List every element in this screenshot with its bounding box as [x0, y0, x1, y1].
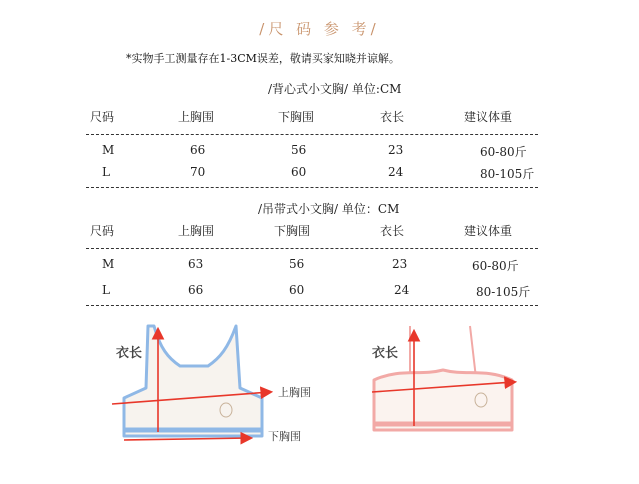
table-row: [86, 163, 538, 185]
page-title: /尺 码 参 考/: [259, 20, 380, 38]
garment-illustrations: [0, 318, 639, 478]
col-size: 尺码: [90, 110, 115, 124]
col-size: 尺码: [90, 224, 115, 238]
label-upper-bust: 上胸围: [278, 386, 311, 399]
cell-under-bust: 56: [289, 257, 305, 271]
cell-size: L: [102, 283, 110, 297]
table-2-subtitle: /吊带式小文胸/ 单位：CM: [258, 202, 400, 216]
under-bust-arrow: [124, 438, 250, 440]
cell-weight: 60-80斤: [480, 145, 527, 159]
vest-bra-illustration: [124, 326, 262, 436]
divider: [86, 248, 538, 249]
divider: [86, 134, 538, 135]
cell-upper-bust: 66: [190, 143, 206, 157]
cell-weight: 80-105斤: [476, 285, 531, 299]
label-under-bust: 下胸围: [268, 430, 301, 443]
table-header-row: [86, 222, 538, 246]
cell-under-bust: 60: [289, 283, 305, 297]
measurement-diagram: [0, 318, 639, 478]
size-table-camisole: [86, 222, 538, 312]
cell-under-bust: 56: [291, 143, 307, 157]
cell-upper-bust: 66: [188, 283, 204, 297]
table-row: [86, 141, 538, 163]
cell-length: 24: [394, 283, 410, 297]
col-length: 衣长: [380, 110, 405, 124]
divider: [86, 305, 538, 306]
col-weight: 建议体重: [464, 224, 513, 238]
cell-weight: 60-80斤: [472, 259, 519, 273]
cell-upper-bust: 63: [188, 257, 204, 271]
label-length-left: 衣长: [116, 346, 143, 361]
cell-length: 24: [388, 165, 404, 179]
col-under-bust: 下胸围: [274, 224, 311, 238]
cell-under-bust: 60: [291, 165, 307, 179]
cell-size: L: [102, 165, 110, 179]
cell-size: M: [102, 143, 115, 157]
size-table-vest: [86, 108, 538, 194]
table-1-subtitle: /背心式小文胸/ 单位:CM: [268, 82, 402, 96]
col-weight: 建议体重: [464, 110, 513, 124]
col-upper-bust: 上胸围: [178, 224, 215, 238]
label-length-right: 衣长: [372, 346, 399, 361]
col-under-bust: 下胸围: [278, 110, 315, 124]
cell-length: 23: [388, 143, 404, 157]
table-header-row: [86, 108, 538, 132]
divider: [86, 187, 538, 188]
measurement-note: *实物手工测量存在1-3CM误差，敬请买家知晓并谅解。: [126, 52, 400, 65]
table-row: [86, 255, 538, 281]
col-length: 衣长: [380, 224, 405, 238]
cell-weight: 80-105斤: [480, 167, 535, 181]
cell-upper-bust: 70: [190, 165, 206, 179]
col-upper-bust: 上胸围: [178, 110, 215, 124]
table-row: [86, 281, 538, 303]
cell-size: M: [102, 257, 115, 271]
cell-length: 23: [392, 257, 408, 271]
